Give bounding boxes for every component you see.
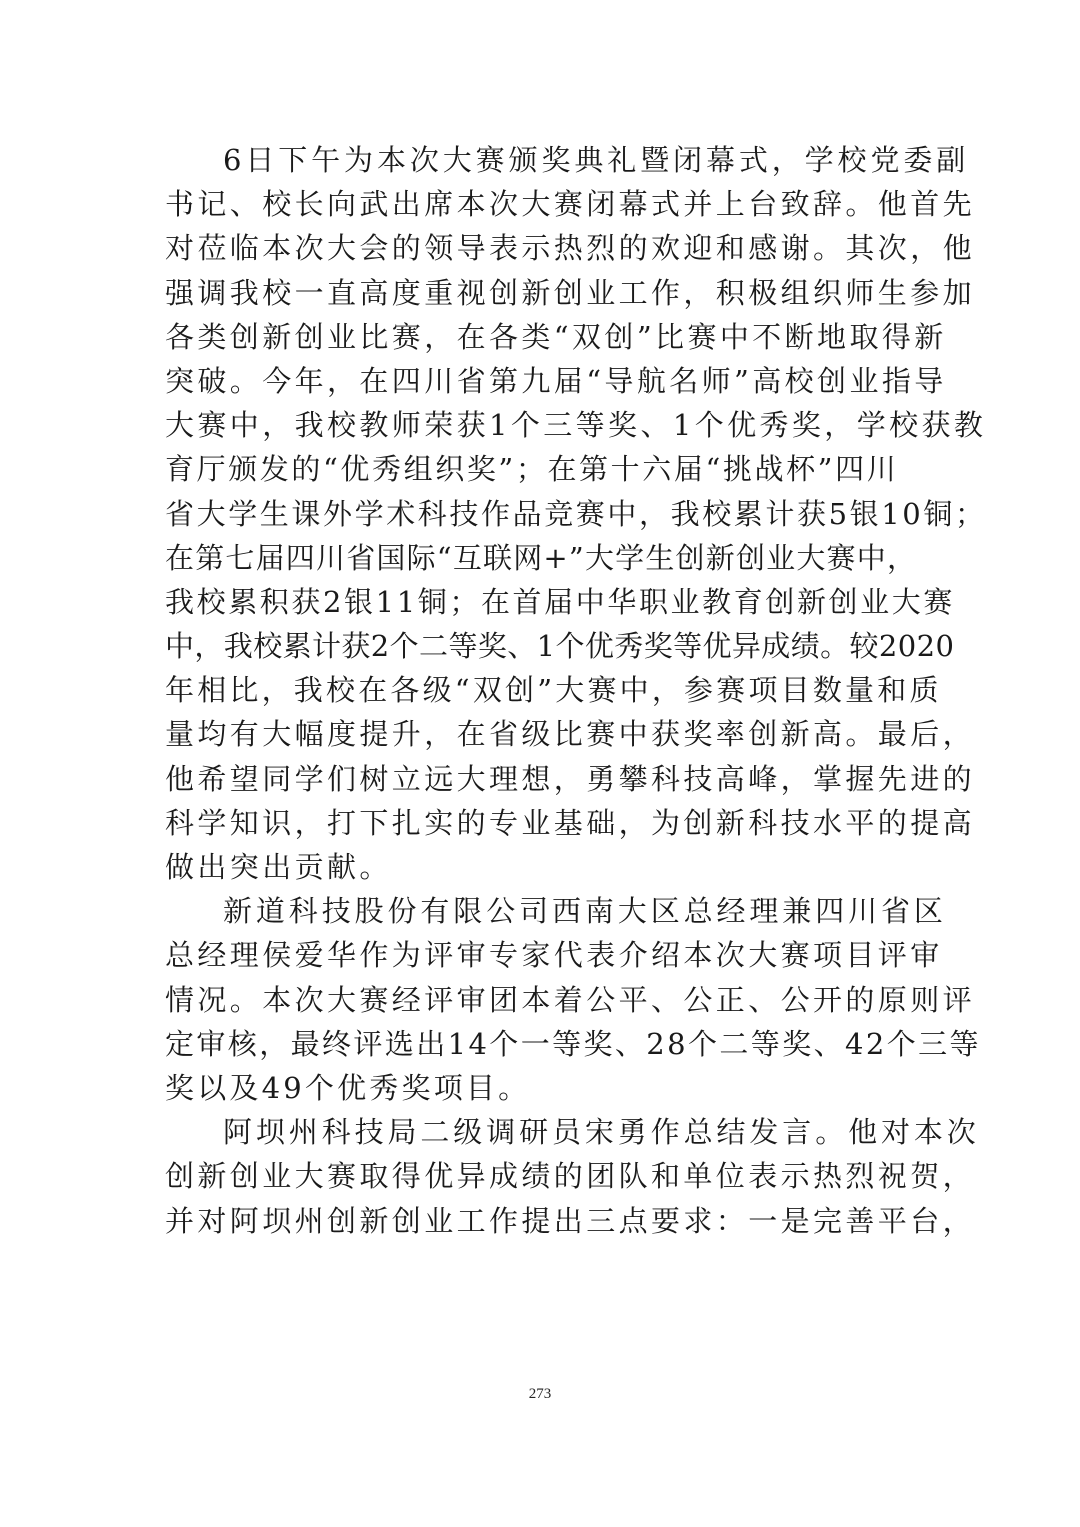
text-line: 做出突出贡献。 [165, 850, 392, 884]
text-line: 育厅颁发的“优秀组织奖”；在第十六届“挑战杯”四川 [165, 452, 899, 487]
text-line: 奖以及49个优秀奖项目。 [165, 1070, 531, 1105]
page-number: 273 [528, 1386, 552, 1402]
paragraph-closing-remarks [165, 1110, 980, 1243]
text-line: 并对阿坝州创新创业工作提出三点要求：一是完善平台， [165, 1203, 976, 1238]
body-text [165, 138, 987, 1243]
text-line: 我校累积获2银11铜；在首届中华职业教育创新创业大赛 [165, 584, 955, 619]
text-line: 新道科技股份有限公司西南大区总经理兼四川省区 [223, 894, 947, 929]
text-line: 科学知识，打下扎实的专业基础，为创新科技水平的提高 [165, 805, 976, 840]
text-line: 情况。本次大赛经评审团本着公平、公正、公开的原则评 [165, 982, 976, 1017]
text-line: 他希望同学们树立远大理想，勇攀科技高峰，掌握先进的 [165, 761, 976, 796]
text-line: 大赛中，我校教师荣获1个三等奖、1个优秀奖，学校获教 [165, 408, 987, 443]
text-line: 6日下午为本次大赛颁奖典礼暨闭幕式，学校党委副 [223, 143, 970, 177]
text-line: 突破。今年，在四川省第九届“导航名师”高校创业指导 [165, 363, 947, 398]
text-line: 书记、校长向武出席本次大赛闭幕式并上台致辞。他首先 [165, 187, 976, 222]
text-line: 定审核，最终评选出14个一等奖、28个二等奖、42个三等 [165, 1026, 981, 1061]
text-line: 阿坝州科技局二级调研员宋勇作总结发言。他对本次 [223, 1115, 980, 1150]
text-line: 省大学生课外学术科技作品竞赛中，我校累计获5银10铜； [165, 496, 987, 531]
paragraph-awards-ceremony [165, 138, 987, 889]
text-line: 各类创新创业比赛，在各类“双创”比赛中不断地取得新 [165, 319, 947, 354]
text-line: 对莅临本次大会的领导表示热烈的欢迎和感谢。其次，他 [165, 231, 976, 266]
text-line: 年相比，我校在各级“双创”大赛中，参赛项目数量和质 [165, 673, 942, 708]
text-line: 在第七届四川省国际“互联网+”大学生创新创业大赛中， [165, 540, 918, 575]
text-line: 总经理侯爱华作为评审专家代表介绍本次大赛项目评审 [165, 938, 943, 973]
paragraph-judging-summary [165, 889, 981, 1110]
text-line: 量均有大幅度提升，在省级比赛中获奖率创新高。最后， [165, 717, 976, 752]
text-line: 中，我校累计获2个二等奖、1个优秀奖等优异成绩。较2020 [165, 629, 955, 664]
text-line: 创新创业大赛取得优异成绩的团队和单位表示热烈祝贺， [165, 1159, 976, 1194]
text-line: 强调我校一直高度重视创新创业工作，积极组织师生参加 [165, 275, 976, 310]
